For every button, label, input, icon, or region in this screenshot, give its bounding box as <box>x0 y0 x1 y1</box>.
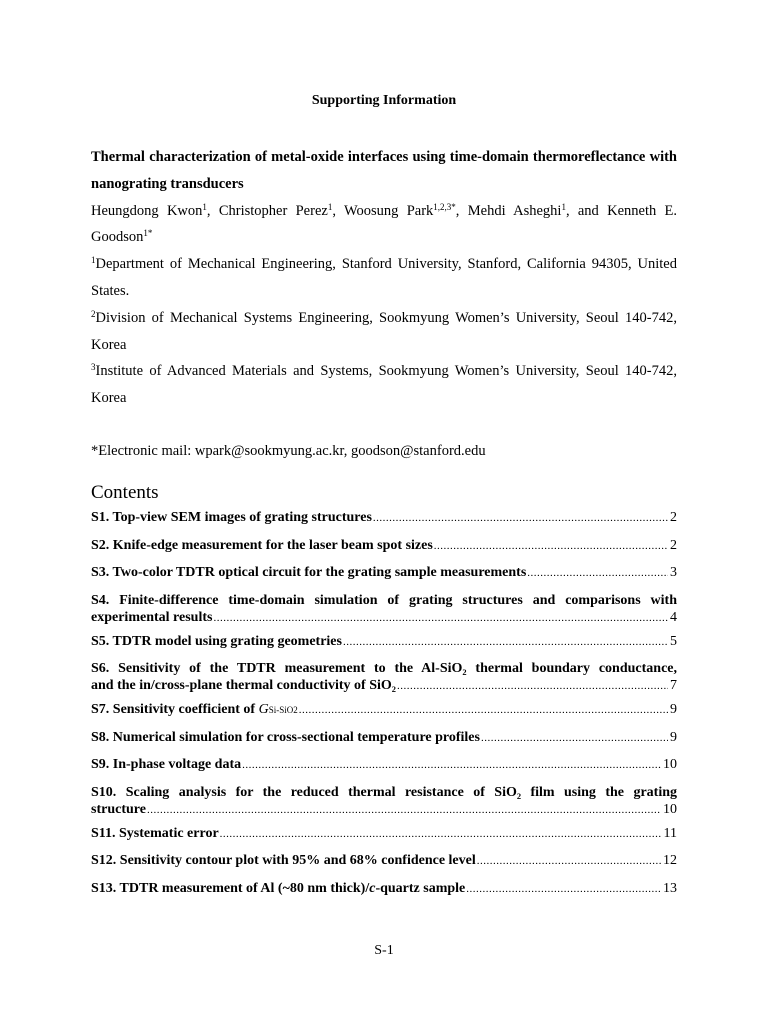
toc-entry[interactable]: S1. Top-view SEM images of grating structures ..... 2 <box>91 509 677 527</box>
author-affiliation-mark: 1 <box>327 201 333 212</box>
author-name: Woosung Park <box>343 202 434 219</box>
toc-entry[interactable]: S8. Numerical simulation for cross-sectional temperature profiles ..... 9 <box>91 729 677 747</box>
leader-dots <box>147 802 661 819</box>
author-affiliation-mark: 1 <box>202 201 207 212</box>
toc-entry[interactable]: S6. Sensitivity of the TDTR measurement to the Al-SiO₂ thermal boundary conductance, and the in/cross-plane thermal conductivity of SiO₂ ..... 7 <box>91 660 677 695</box>
toc-page-number: 5 <box>670 633 677 649</box>
toc-page-number: 2 <box>670 510 677 525</box>
author-name: Heungdong Kwon <box>91 202 203 219</box>
affiliation: $^1$Department of Mechanical Engineering, Stanford University, Stanford, California 94305, United States. <box>91 255 677 299</box>
author-name: Mehdi Asheghi <box>467 202 562 219</box>
page-heading: Supporting Information <box>311 93 457 108</box>
toc-entry[interactable]: S13. TDTR measurement of Al (~80 nm thick)/ c -quartz sample ..... 13 <box>91 880 677 898</box>
toc-page-number: 9 <box>670 729 677 745</box>
toc-page-number: 9 <box>670 702 677 717</box>
table-of-contents <box>91 509 677 907</box>
contents-heading: Contents <box>91 482 159 503</box>
leader-dots <box>213 610 668 627</box>
leader-dots <box>220 826 662 843</box>
affiliation: $^3$Institute of Advanced Materials and Systems, Sookmyung Women’s University, Seoul 140-742, Korea <box>91 362 677 407</box>
leader-dots <box>242 757 661 774</box>
toc-page-number: 4 <box>670 609 677 625</box>
leader-dots <box>299 702 668 719</box>
leader-dots <box>527 565 668 582</box>
symbol-subscript: Si-SiO2 <box>268 705 298 715</box>
toc-entry[interactable]: S5. TDTR model using grating geometries ..... 5 <box>91 633 677 651</box>
leader-dots <box>481 730 668 747</box>
front-matter <box>91 144 677 465</box>
toc-entry[interactable]: S12. Sensitivity contour plot with 95% and 68% confidence level ..... 12 <box>91 852 677 870</box>
paper-title: Thermal characterization of metal-oxide interfaces using time-domain thermoreflectance with nanograting transducers <box>91 149 677 192</box>
contact-email: *Electronic mail: wpark@sookmyung.ac.kr, goodson@stanford.edu <box>91 442 486 459</box>
symbol-g: G <box>258 702 269 717</box>
toc-page-number: 11 <box>663 825 677 841</box>
leader-dots <box>343 634 668 651</box>
toc-entry[interactable]: S2. Knife-edge measurement for the laser beam spot sizes ..... 2 <box>91 537 677 555</box>
author-affiliation-mark: 1,2,3* <box>433 201 456 212</box>
affiliation: $^2$Division of Mechanical Systems Engineering, Sookmyung Women’s University, Seoul 140-742, Korea <box>91 308 677 353</box>
toc-page-number: 3 <box>670 565 677 580</box>
leader-dots <box>466 881 661 898</box>
toc-entry[interactable]: S4. Finite-difference time-domain simulation of grating structures and comparisons with experimental results ..... 4 <box>91 592 677 627</box>
author-list: Heungdong Kwon$^1$, Christopher Perez$^1$, Woosung Park$^{1,2,3*}$, Mehdi Asheghi$^1$, and Kenneth E. Goodson$^{1*}$ <box>91 201 678 246</box>
toc-page-number: 7 <box>670 678 677 693</box>
toc-entry[interactable]: S9. In-phase voltage data ..... 10 <box>91 756 677 774</box>
leader-dots <box>397 678 668 695</box>
leader-dots <box>373 510 668 527</box>
toc-entry[interactable]: S7. Sensitivity coefficient of G Si-SiO2 ..... 9 <box>91 701 677 719</box>
toc-page-number: 10 <box>663 801 677 817</box>
author-name: Christopher Perez <box>218 202 328 219</box>
author-name: Kenneth E. Goodson <box>91 202 678 246</box>
toc-page-number: 12 <box>663 853 677 868</box>
toc-page-number: 13 <box>663 880 677 896</box>
toc-entry[interactable]: S3. Two-color TDTR optical circuit for the grating sample measurements ..... 3 <box>91 564 677 582</box>
toc-page-number: 10 <box>663 757 677 772</box>
author-affiliation-mark: 1* <box>143 228 153 239</box>
toc-page-number: 2 <box>670 537 677 553</box>
leader-dots <box>434 538 668 555</box>
author-affiliation-mark: 1 <box>561 201 566 212</box>
toc-entry[interactable]: S10. Scaling analysis for the reduced thermal resistance of SiO₂ film using the grating structure ..... 10 <box>91 784 677 819</box>
toc-entry[interactable]: S11. Systematic error ..... 11 <box>91 825 677 843</box>
leader-dots <box>477 853 661 870</box>
page-number-footer: S-1 <box>374 943 394 958</box>
